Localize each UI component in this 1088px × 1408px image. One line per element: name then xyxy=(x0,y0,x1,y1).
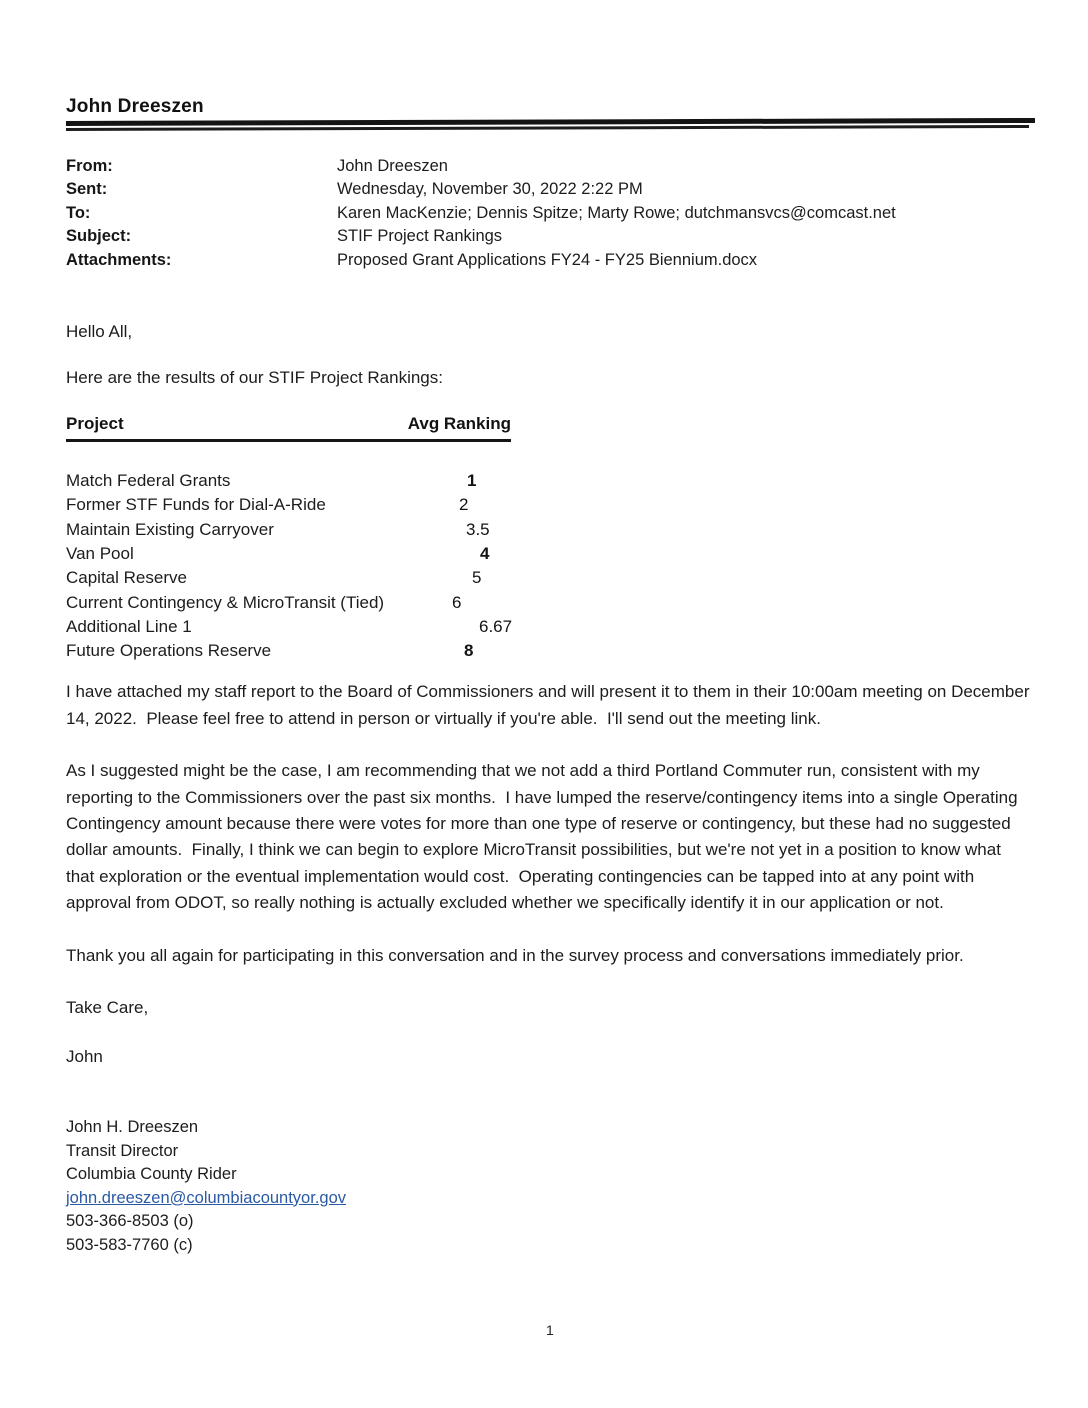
project-name: Maintain Existing Carryover xyxy=(66,519,274,539)
signature-phone-cell: 503-583-7760 (c) xyxy=(66,1235,193,1254)
subject-label: Subject: xyxy=(66,227,132,246)
to-value: Karen MacKenzie; Dennis Spitze; Marty Rowe; dutchmansvcs@comcast.net xyxy=(337,203,896,222)
email-header-row-sent xyxy=(66,178,1032,201)
email-link[interactable]: john.dreeszen@columbiacountyor.gov xyxy=(66,1188,347,1207)
project-name: Future Operations Reserve xyxy=(66,641,272,661)
rankings-table-rows xyxy=(66,469,1032,663)
subject-value: STIF Project Rankings xyxy=(337,227,503,246)
signature-name: John H. Dreeszen xyxy=(66,1118,199,1137)
signature-title: Transit Director xyxy=(66,1141,179,1160)
to-label: To: xyxy=(66,203,91,222)
avg-ranking-value: 4 xyxy=(480,543,490,563)
page-title: John Dreeszen xyxy=(66,96,204,117)
closing-text: Take Care, xyxy=(66,998,149,1018)
page-number: 1 xyxy=(546,1322,554,1338)
header-rule xyxy=(66,118,1035,131)
project-name: Current Contingency & MicroTransit (Tied) xyxy=(66,592,385,612)
project-name: Van Pool xyxy=(66,543,134,563)
from-value: John Dreeszen xyxy=(337,157,448,175)
signature-block xyxy=(66,1116,1032,1257)
intro-text: Here are the results of our STIF Project Rankings: xyxy=(66,368,443,388)
table-row xyxy=(66,591,1032,615)
table-row xyxy=(66,542,1032,566)
avg-ranking-value: 6 xyxy=(452,592,462,612)
paragraph-recommendation: As I suggested might be the case, I am recommending that we not add a third Portland Commuter run, consistent with my reporting to the Commissioners over the past six months. I have lumped the reserve/contingency items into a single Operating Contingency amount because there were votes for more than one type of reserve or contingency, but these had no suggested dollar amounts. Finally, I think we can begin to explore MicroTransit possibilities, but we're not yet in a position to know what that exploration or the eventual implementation would cost. Operating contingencies can be tapped into at any point with approval from ODOT, so really nothing is actually excluded whether we specifically identify it in our application or not. xyxy=(66,761,1023,913)
avg-ranking-value: 6.67 xyxy=(479,616,513,636)
paragraph-staff-report: I have attached my staff report to the Board of Commissioners and will present it to them in their 10:00am meeting on December 14, 2022. Please feel free to attend in person or virtually if you're able. I'll send out the meeting link. xyxy=(66,682,1035,728)
table-row xyxy=(66,639,1032,663)
email-header-row-attachments xyxy=(66,249,1032,272)
avg-ranking-value: 5 xyxy=(472,568,482,588)
avg-ranking-value: 1 xyxy=(467,471,477,491)
table-row xyxy=(66,615,1032,639)
column-header-avg-ranking: Avg Ranking xyxy=(407,414,511,434)
sent-label: Sent: xyxy=(66,180,108,199)
greeting-text: Hello All, xyxy=(66,322,133,342)
avg-ranking-value: 2 xyxy=(459,495,469,515)
project-name: Capital Reserve xyxy=(66,568,187,588)
email-header-block xyxy=(66,155,1032,272)
sent-value: Wednesday, November 30, 2022 2:22 PM xyxy=(337,180,643,199)
table-row xyxy=(66,566,1032,590)
project-name: Match Federal Grants xyxy=(66,471,231,491)
table-row xyxy=(66,493,1032,517)
project-name: Former STF Funds for Dial-A-Ride xyxy=(66,495,326,515)
header-rule-thin xyxy=(66,125,1029,131)
signature-phone-office: 503-366-8503 (o) xyxy=(66,1212,194,1231)
table-row xyxy=(66,469,1032,493)
rankings-table xyxy=(66,414,1032,663)
project-name: Additional Line 1 xyxy=(66,616,192,636)
attachments-label: Attachments: xyxy=(66,250,172,269)
avg-ranking-value: 3.5 xyxy=(466,519,490,539)
attachments-value: Proposed Grant Applications FY24 - FY25 Biennium.docx xyxy=(337,250,758,269)
email-header-row-from xyxy=(66,155,1032,178)
column-header-project: Project xyxy=(66,414,124,434)
email-header-row-to xyxy=(66,202,1032,225)
rankings-table-header xyxy=(66,414,511,442)
paragraph-thanks: Thank you all again for participating in this conversation and in the survey process and conversations immediately prior. xyxy=(66,945,964,965)
signoff-text: John xyxy=(66,1047,103,1067)
email-header-row-subject xyxy=(66,225,1032,248)
table-row xyxy=(66,518,1032,542)
signature-org: Columbia County Rider xyxy=(66,1165,237,1184)
avg-ranking-value: 8 xyxy=(464,641,474,661)
from-label: From: xyxy=(66,157,113,175)
